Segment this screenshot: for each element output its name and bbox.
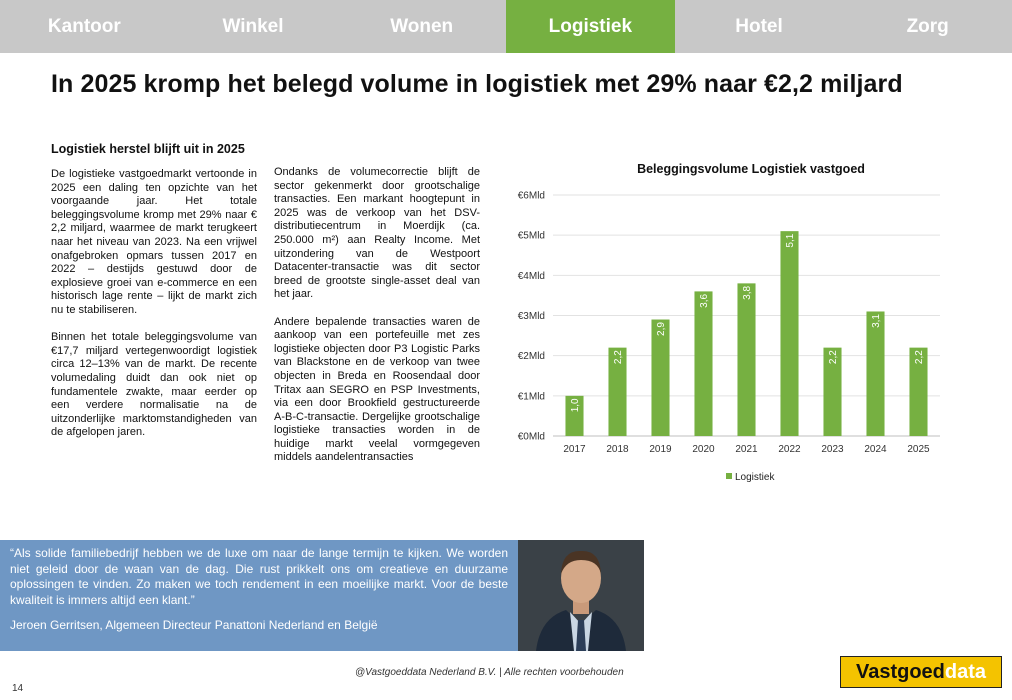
page-title: In 2025 kromp het belegd volume in logistiek met 29% naar €2,2 miljard [51,70,903,98]
x-tick-label: 2019 [649,444,672,455]
x-tick-label: 2022 [778,444,801,455]
tab-kantoor[interactable]: Kantoor [47,15,121,37]
article-column-1 [51,168,257,453]
quote-banner [0,540,518,651]
chart-legend [726,472,775,483]
bar-data-label: 1,0 [570,398,581,413]
tab-zorg[interactable]: Zorg [906,15,949,37]
tab-hotel[interactable]: Hotel [735,15,783,37]
bar-data-label: 3,8 [742,285,753,300]
chart-bar [737,283,755,436]
y-tick-label: €1Mld [517,391,545,403]
category-tabs [0,0,1012,53]
person-portrait-icon [518,540,644,651]
quote-text: “Als solide familiebedrijf hebben we de luxe om naar de lange termijn te kijken. We worden niet geleid door de waan van de dag. Die rust prikkelt ons om creatieve en duurzame oplossingen te vinden. Zo maken we toch rendement in een moeilijke markt. Voor de beste kwaliteit is immers altijd een klant.” [10,546,508,607]
y-tick-label: €3Mld [517,311,545,322]
page-number: 14 [12,683,24,694]
chart-bar [694,291,712,436]
chart-title: Beleggingsvolume Logistiek vastgoed [637,162,865,176]
x-tick-label: 2017 [563,444,586,455]
x-tick-label: 2018 [606,444,629,455]
vastgoeddata-logo [840,656,1002,688]
y-tick-label: €0Mld [517,431,545,443]
bar-data-label: 2,9 [656,322,667,336]
chart-bar [651,320,669,436]
bar-data-label: 2,2 [828,350,839,365]
article-paragraph: Ondanks de volumecorrectie blijft de sector gekenmerkt door grootschalige transacties. Een markant hoogtepunt in 2025 was de verkoop van het DSV-distributiecentrum in Moerdijk (ca. 250.000 m²) aan Realty Income. Met uitzondering van de Westpoort Datacenter-transactie was dit sector breed de grootste single-asset deal van het jaar. [274,166,480,301]
tab-winkel[interactable]: Winkel [222,15,284,37]
article-paragraph: De logistieke vastgoedmarkt vertoonde in 2025 een daling ten opzichte van het voorgaande jaar. Het totale beleggingsvolume kromp met 29% naar € 2,2 miljard, waarmee de markt terugkeert naar het niveau van 2023. Na een vrijwel onafgebroken opmars tussen 2017 en 2022 – destijds gestuwd door de explosieve groei van e-commerce en een historisch lage rente – lijkt de markt zich nu te stabiliseren. [51,168,257,316]
chart-bar [780,231,798,436]
bar-data-label: 3,1 [871,314,882,328]
legend-swatch [726,473,732,479]
y-tick-label: €2Mld [517,351,545,363]
tab-wonen[interactable]: Wonen [390,15,454,37]
article-paragraph: Binnen het totale beleggingsvolume van €17,7 miljard vertegenwoordigt logistiek circa 12–13% van de markt. De recente volumedaling duidt dan ook niet op fundamentele zwakte, maar eerder op een verdere normalisatie na de uitzonderlijke marktomstandigheden van de afgelopen jaren. [51,331,257,439]
x-tick-label: 2025 [907,444,930,455]
tab-logistiek[interactable]: Logistiek [506,0,675,53]
bar-data-label: 3,6 [699,293,710,308]
logo-text-part1: Vastgoed [855,660,945,683]
y-tick-label: €6Mld [517,190,545,202]
quote-author: Jeroen Gerritsen, Algemeen Directeur Panattoni Nederland en België [10,618,378,632]
article-subheading: Logistiek herstel blijft uit in 2025 [51,142,245,156]
chart-bar [866,311,884,436]
bar-data-label: 2,2 [613,350,624,365]
logo-text-part2: data [944,660,987,683]
x-tick-label: 2021 [735,444,758,455]
bar-data-label: 2,2 [914,350,925,365]
article-column-2 [274,166,480,479]
copyright-notice: @Vastgoeddata Nederland B.V. | Alle rechten voorbehouden [355,667,624,678]
portrait-photo [518,540,644,651]
legend-label: Logistiek [735,472,775,483]
bar-chart [505,150,1000,495]
x-tick-label: 2024 [864,444,887,455]
y-tick-label: €4Mld [517,270,545,282]
article-paragraph: Andere bepalende transacties waren de aankoop van een portefeuille met zes logistieke objecten door P3 Logistic Parks van Blackstone en de verkoop van twee objecten in Breda en Roosendaal door Tritax aan SEGRO en PSP Investments, via een door Brookfield gestructureerde A-B-C-transactie. Dergelijke grootschalige logistieke transacties worden in de huidige markt veelal vormgegeven middels aandelentransacties [274,315,480,464]
bar-data-label: 5,1 [785,233,796,248]
x-tick-label: 2023 [821,444,844,455]
x-tick-label: 2020 [692,444,715,455]
y-tick-label: €5Mld [517,230,545,242]
